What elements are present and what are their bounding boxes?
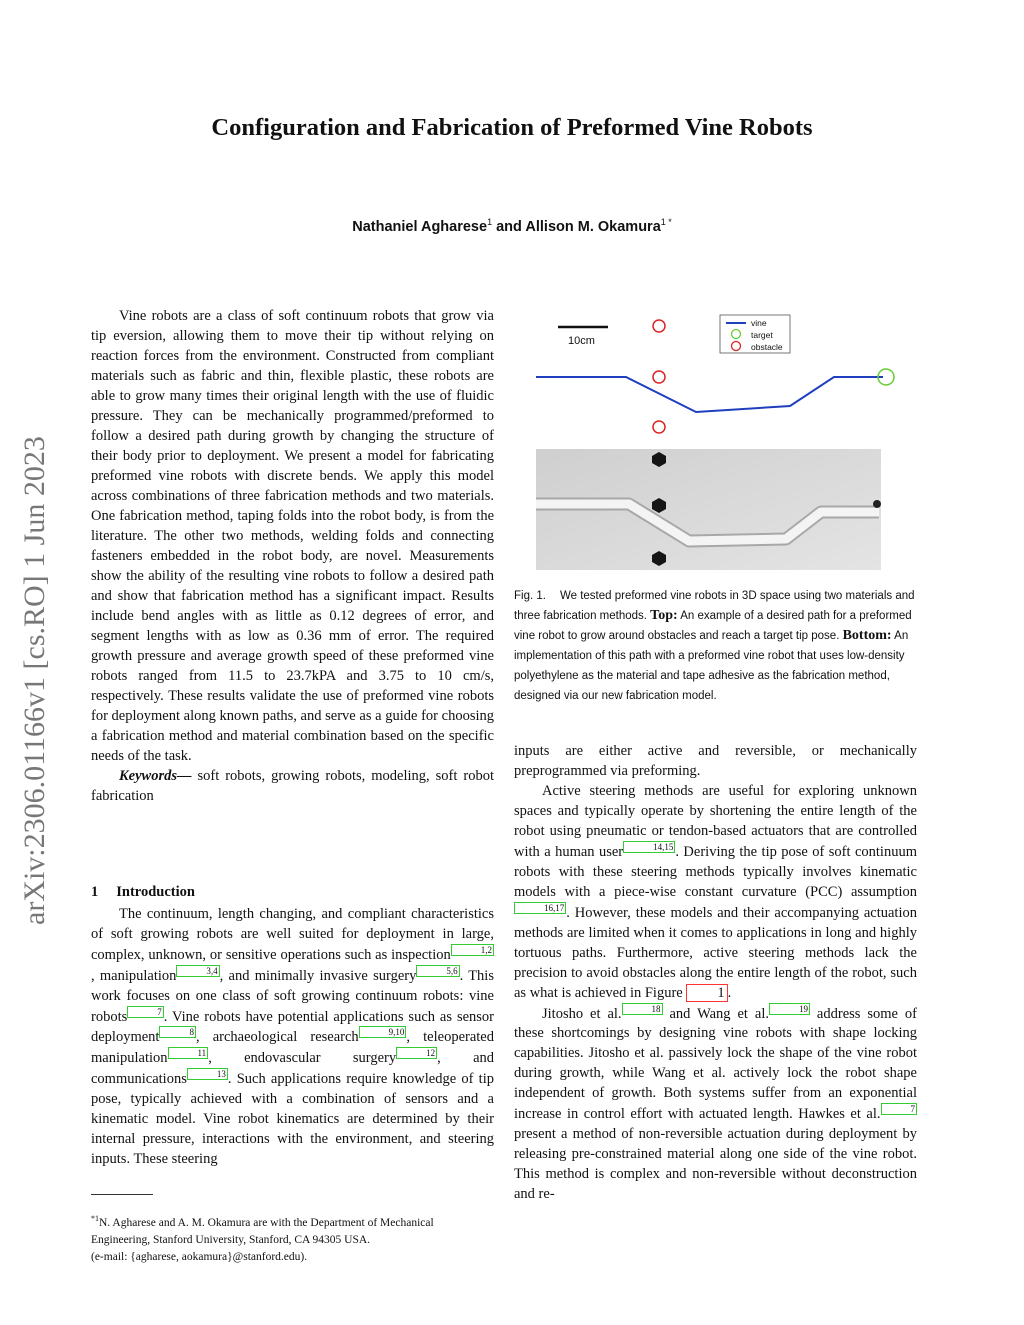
citation-link[interactable]: 8: [159, 1026, 196, 1038]
paper-title: Configuration and Fabrication of Preformed Vine Robots: [211, 114, 813, 141]
intro-text: , and minimally invasive surgery: [219, 967, 417, 984]
section-number: 1: [91, 884, 99, 900]
section-heading-introduction: [91, 884, 195, 901]
intro-text: . This work focuses on one class of soft growing continuum robots: vine robots: [91, 967, 494, 1025]
legend-vine-label: vine: [751, 318, 767, 328]
arxiv-identifier: arXiv:2306.01166v1 [cs.RO] 1 Jun 2023: [18, 436, 51, 925]
body-text: . Deriving the tip pose of soft continuum robots with these steering methods typically involves kinematic models with a piece-wise constant curvature (PCC) assumption: [514, 843, 917, 900]
intro-text: , teleoperated manipulation: [91, 1029, 494, 1067]
intro-text: The continuum, length changing, and compliant characteristics of soft growing robots are well suited for deployment in large, complex, unknown, or sensitive operations such as inspection: [91, 906, 494, 963]
author-agharese: Nathaniel Agharese: [352, 218, 488, 235]
citation-link[interactable]: 18: [622, 1003, 663, 1015]
intro-text: . Vine robots have potential applications such as sensor deployment: [91, 1008, 494, 1046]
scale-label: 10cm: [568, 335, 595, 347]
body-text: present a method of non-reversible actuation during deployment by releasing pre-constrained material along one side of the vine robot. This method is complex and non-reversible without deconstruction and re-: [514, 1126, 917, 1203]
introduction-paragraph: [91, 904, 494, 1169]
intro-text: , archaeological research: [195, 1029, 359, 1046]
citation-link[interactable]: 11: [168, 1047, 209, 1059]
citation-link[interactable]: 12: [396, 1047, 437, 1059]
vine-path: [536, 377, 883, 412]
obstacle-marker: [653, 421, 665, 433]
caption-bottom-label: Bottom:: [842, 628, 892, 643]
caption-text: We tested preformed vine robots in 3D space using two materials and three fabrication methods.: [514, 590, 915, 622]
body-text: . However, these models and their accompanying actuation methods are limited when it comes to applications in long and highly tortuous paths. Furthermore, active steering methods lack the precision to avoid obstacles along the entire length of the robot, such as what is achieved in Figure: [514, 904, 917, 1001]
abstract-block: [91, 306, 494, 806]
citation-link[interactable]: 3,4: [176, 965, 219, 977]
body-text: Active steering methods are useful for exploring unknown spaces and typically operate by shortening the entire length of the robot using pneumatic or tendon-based actuators that are controlled with a human user: [514, 783, 917, 860]
keywords-text: soft robots, growing robots, modeling, soft robot fabrication: [91, 768, 494, 804]
citation-link[interactable]: 7: [127, 1006, 164, 1018]
figure-caption: [514, 586, 917, 706]
figure-label: Fig. 1.: [514, 590, 546, 602]
citation-link[interactable]: 5,6: [416, 965, 459, 977]
introduction-body: [91, 904, 494, 1169]
keywords-label: Keywords—: [119, 768, 192, 784]
affiliation-mark-2: 1 *: [660, 217, 672, 227]
footnote-rule: [91, 1194, 153, 1195]
intro-text: , endovascular surgery: [208, 1050, 397, 1067]
citation-link[interactable]: 14,15: [623, 841, 675, 853]
author-okamura: Allison M. Okamura: [525, 218, 661, 235]
intro-text: , manipulation: [91, 967, 177, 984]
caption-text: An implementation of this path with a preformed vine robot that uses low-density polyethylene as the material and tape adhesive as the fabrication method, designed via our new fabrication model.: [514, 630, 909, 702]
citation-link[interactable]: 9,10: [359, 1026, 407, 1038]
figure-1: [534, 308, 918, 570]
body-text: and Wang et al.: [662, 1005, 769, 1022]
intro-text: , and communications: [91, 1050, 495, 1087]
footnote: [91, 1210, 494, 1266]
obstacle-marker: [653, 320, 665, 332]
caption-text: An example of a desired path for a preformed vine robot to grow around obstacles and reach a target tip pose.: [514, 610, 912, 642]
right-column-body: [514, 741, 917, 1204]
paragraph-active-steering: [514, 781, 917, 1003]
citation-link[interactable]: 16,17: [514, 902, 566, 914]
paragraph-continued: inputs are either active and reversible, or mechanically preprogrammed via preforming.: [514, 743, 917, 779]
affiliation-mark-1: 1: [487, 217, 493, 227]
footnote-affiliation: N. Agharese and A. M. Okamura are with the Department of Mechanical Engineering, Stanford University, Stanford, CA 94305 USA.: [91, 1216, 434, 1246]
paragraph-shape-locking: [514, 1003, 917, 1205]
author-line: [0, 217, 1024, 235]
caption-top-label: Top:: [650, 608, 678, 623]
citation-link[interactable]: 1,2: [451, 944, 494, 956]
author-conjunction: and: [492, 218, 526, 235]
body-text: address some of these shortcomings by designing vine robots with shape locking capabilities. Jitosho et al. passively lock the shape of the vine robot during growth, while Wang et al. actively lock the robot shape independent of growth. Both systems suffer from an exponential increase in control effort with actuated length. Hawkes et al.: [514, 1005, 917, 1123]
citation-link[interactable]: 19: [769, 1003, 810, 1015]
body-text: .: [727, 984, 732, 1001]
footnote-mark: *1: [91, 1214, 99, 1223]
vine-tip: [873, 500, 881, 508]
abstract-text: Vine robots are a class of soft continuum robots that grow via tip eversion, allowing them to move their tip without relying on reaction forces from the environment. Constructed from compliant materials such as fabric and thin, flexible plastic, these robots are able to grow many times their original length with the use of fluidic pressure. They can be mechanically programmed/preformed to follow a desired path during growth by changing the structure of their body prior to deployment. We present a model for fabricating preformed vine robots with discrete bends. We apply this model across combinations of three fabrication methods and two materials. One fabrication method, taping folds into the robot body, is from the literature. The other two methods, welding folds and connecting fasteners embedded in the robot body, are novel. Measurements show the ability of the resulting vine robots to follow a desired path and show that fabrication method has a significant impact. Results include bend angles with as little as 0.12 degrees of error, and segment lengths with as low as 0.36 mm of error. The required growth pressure and average growth speed of these preformed vine robots ranged from 11.5 to 23.7kPA and 3.75 to 10 cm/s, respectively. These results validate the use of preformed vine robots for deployment along known paths, and serve as a guide for choosing a fabrication method and material combination based on the specific needs of the task.: [91, 308, 494, 764]
section-title: Introduction: [116, 884, 195, 900]
keywords: [91, 766, 494, 806]
citation-link[interactable]: 13: [187, 1068, 228, 1080]
figure-reference-link[interactable]: 1: [686, 984, 727, 1002]
legend-obstacle-label: obstacle: [751, 342, 783, 352]
body-text: Jitosho et al.: [542, 1005, 622, 1022]
footnote-email: (e-mail: {agharese, aokamura}@stanford.edu).: [91, 1250, 308, 1263]
citation-link[interactable]: 7: [881, 1103, 918, 1115]
intro-text: . Such applications require knowledge of tip pose, typically achieved with a combination of sensors and a kinematic model. Vine robot kinematics are determined by their internal pressure, interactions with the environment, and steering inputs. These steering: [91, 1070, 494, 1167]
obstacle-marker: [653, 371, 665, 383]
legend-target-label: target: [751, 330, 773, 340]
